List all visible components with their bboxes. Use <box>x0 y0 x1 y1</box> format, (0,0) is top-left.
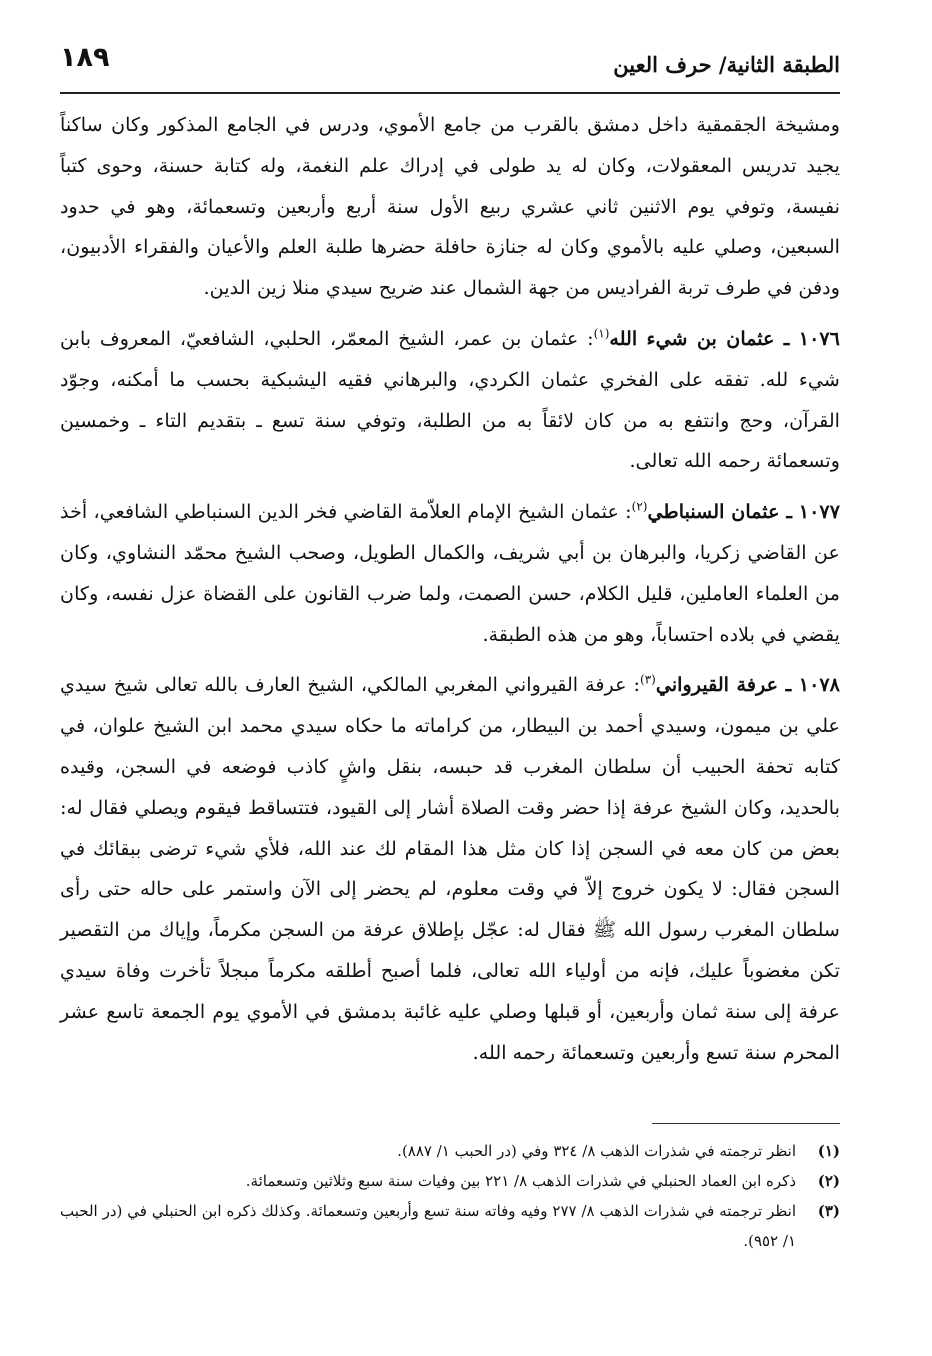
footnote-3-text: انظر ترجمته في شذرات الذهب ٨/ ٢٧٧ وفيه وفاته سنة تسع وأربعين وتسعمائة. وكذلك ذكره ابن الحنبلي في (در الحبب ١/ ٩٥٢). <box>60 1202 797 1250</box>
footnote-1-text: انظر ترجمته في شذرات الذهب ٨/ ٣٢٤ وفي (در الحبب ١/ ٨٨٧). <box>397 1142 796 1160</box>
entry-1076-title: ١٠٧٦ ـ عثمان بن شيء الله <box>609 326 840 350</box>
entry-1077-text: : عثمان الشيخ الإمام العلاّمة القاضي فخر الدين السنباطي الشافعي، أخذ عن القاضي زكريا، والبرهان بن أبي شريف، والكمال الطويل، وصحب الشيخ محمّد النشاوي، وكان من العلماء العاملين، قليل الكلام، حسن الصمت، ولما ضرب القانون على القضاة عزل نفسه، وكان يقضي في بلاده احتساباً، وهو من هذه الطبقة. <box>60 500 840 646</box>
continued-paragraph: ومشيخة الجقمقية داخل دمشق بالقرب من جامع الأموي، ودرس في الجامع المذكور وكان ساكناً يجيد تدريس المعقولات، وكان له يد طولى في إدراك علم النغمة، وله كتابة حسنة، وحوى كتباً نفيسة، وتوفي يوم الاثنين ثاني عشري ربيع الأول سنة أربع وأربعين وتسعمائة، وهو في حدود السبعين، وصلي عليه بالأموي وكان له جنازة حافلة حضرها طلبة العلم والأعيان والفقراء الأدبيون، ودفن في طرف تربة الفراديس من جهة الشمال عند ضريح سيدي منلا زين الدين. <box>60 113 840 300</box>
footnote-2-number: (٢) <box>817 1172 840 1190</box>
entry-1078 <box>60 665 840 1073</box>
entry-1077 <box>60 492 840 655</box>
footnote-3-number: (٣) <box>817 1202 840 1220</box>
footnote-1-number: (١) <box>817 1142 840 1160</box>
page-body <box>60 105 840 1073</box>
entry-1077-title: ١٠٧٧ ـ عثمان السنباطي <box>647 500 841 524</box>
footnote-1 <box>60 1136 840 1166</box>
entry-1077-footnote-ref: (٢) <box>631 499 648 514</box>
entry-1078-text: : عرفة القيرواني المغربي المالكي، الشيخ العارف بالله تعالى شيخ سيدي علي بن ميمون، وسيدي أحمد بن البيطار، من كراماته ما حكاه سيدي محمد ابن الشيخ علوان، في كتابه تحفة الحبيب أن سلطان المغرب قد حبسه، بنقل واشٍ كاذب فوضعه في السجن، وقيده بالحديد، وكان الشيخ عرفة إذا حضر وقت الصلاة أشار إلى القيود، فتتساقط فيقوم ويصلي فقال له: بعض من كان معه في السجن إذا كان مثل هذا المقام لك عند الله، فلأي شيء ترضى ببقائك في السجن فقال: لا يكون خروج إلاّ في وقت معلوم، لم يحضر إلى الآن واستمر على حاله حتى رأى سلطان المغرب رسول الله ﷺ فقال له: عجّل بإطلاق عرفة من السجن مكرماً، وإياك من التقصير تكن مغضوباً عليك، فإنه من أولياء الله تعالى، فلما أصبح أطلقه مكرماً مبجلاً تأخرت وفاة سيدي عرفة إلى سنة ثمان وأربعين، أو قبلها وصلي عليه غائبة بدمشق في الأموي يوم الجمعة تاسع عشر المحرم سنة تسع وأربعين وتسعمائة رحمه الله. <box>60 673 840 1064</box>
entry-1076-footnote-ref: (١) <box>593 326 610 341</box>
footnote-separator <box>652 1123 840 1124</box>
footnote-3 <box>60 1196 840 1256</box>
footnotes <box>60 1136 840 1256</box>
entry-1076 <box>60 319 840 482</box>
running-title: الطبقة الثانية/ حرف العين <box>613 52 840 77</box>
page-number: ١٨٩ <box>60 42 110 73</box>
entry-1076-text: : عثمان بن عمر، الشيخ المعمّر، الحلبي، الشافعيّ، المعروف بابن شيء لله. تفقه على الفخري عثمان الكردي، والبرهاني فقيه اليشبكية بحسب ما أمكنه، وجوّد القرآن، وحج وانتفع به من كان لائقاً به من الطلبة، وتوفي سنة تسع ـ بتقديم التاء ـ وخمسين وتسعمائة رحمه الله تعالى. <box>60 326 840 473</box>
page-header <box>60 42 840 94</box>
footnote-2 <box>60 1166 840 1196</box>
entry-1078-title: ١٠٧٨ ـ عرفة القيرواني <box>655 673 840 697</box>
entry-1078-footnote-ref: (٣) <box>640 672 656 687</box>
footnote-2-text: ذكره ابن العماد الحنبلي في شذرات الذهب ٨/ ٢٢١ بين وفيات سنة سبع وثلاثين وتسعمائة. <box>245 1172 796 1190</box>
